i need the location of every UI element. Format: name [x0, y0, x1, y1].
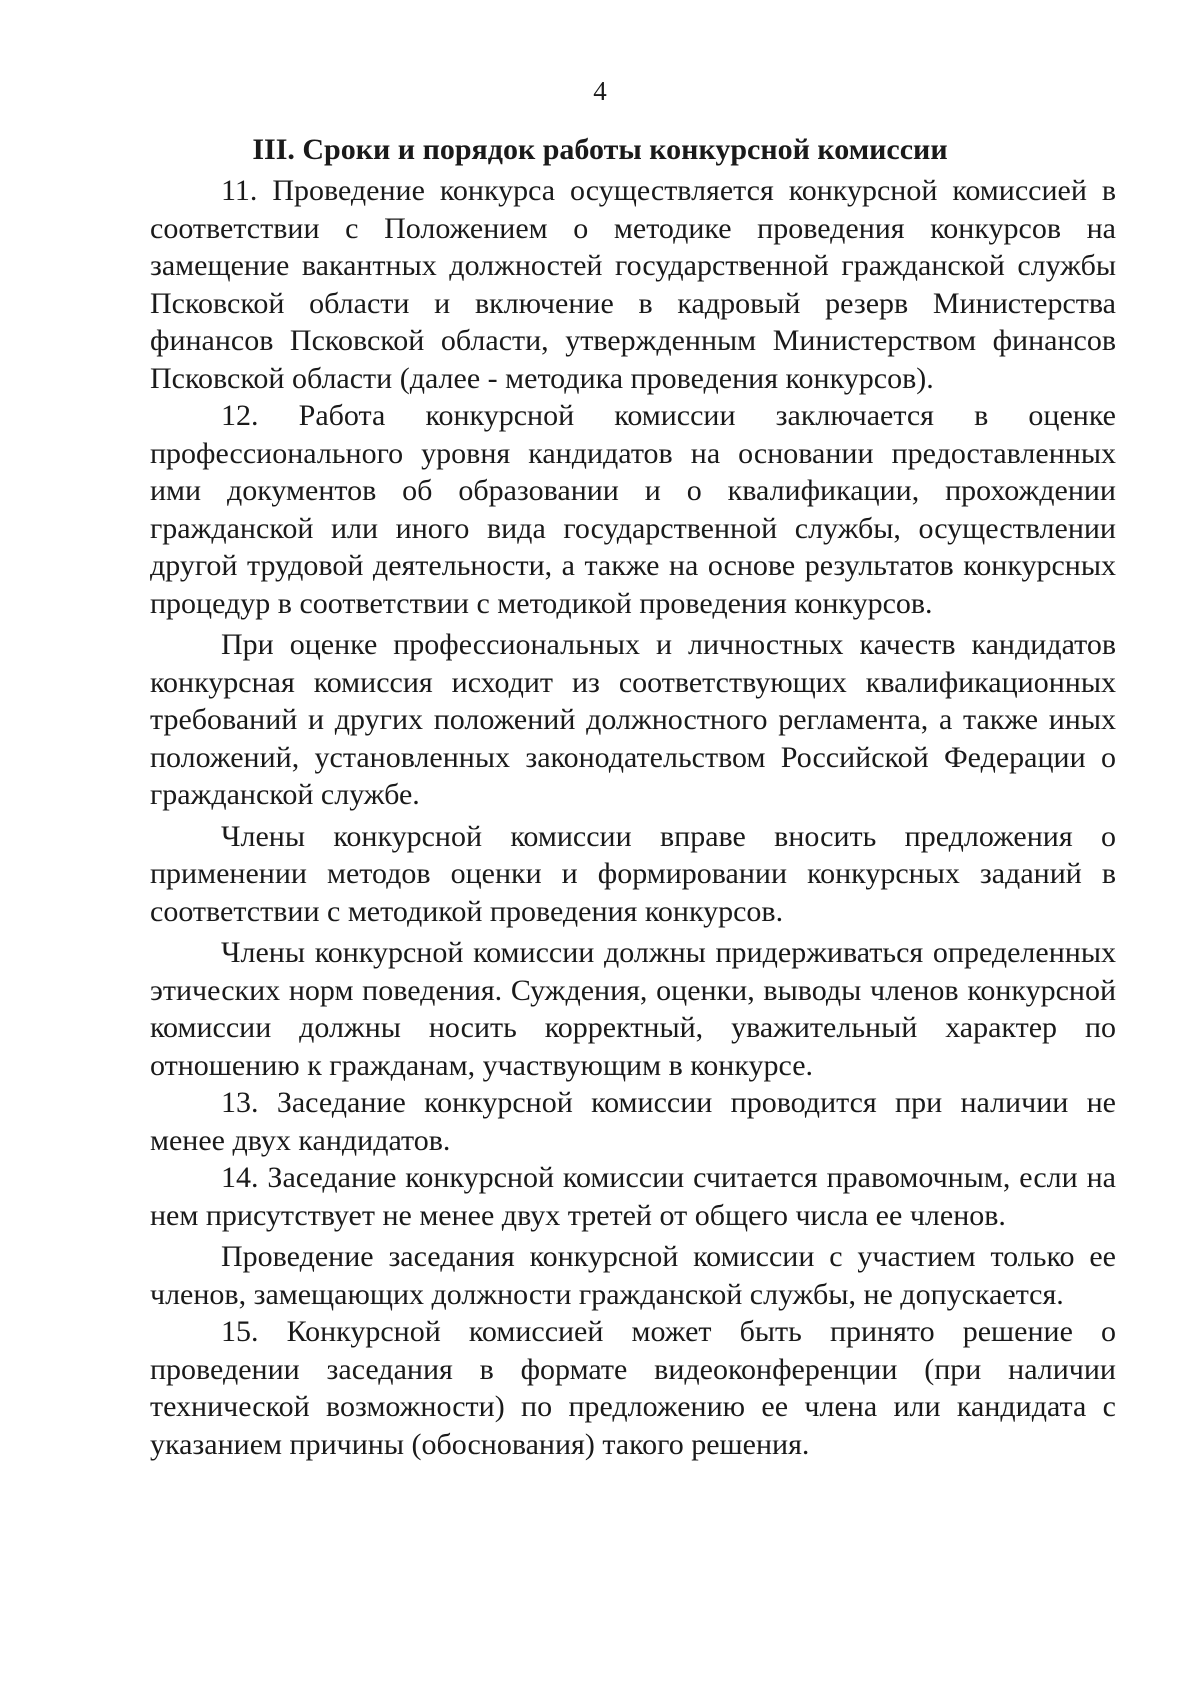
paragraph-evaluation: При оценке профессиональных и личностных качеств кандидатов конкурсная комиссия исходит из соответствующих квалификационных требований и других положений должностного регламента, а также иных положений, установленных законодательством Российской Федерации о гражданской службе.: [150, 628, 1116, 811]
page-number: 4: [593, 76, 607, 106]
paragraph-12: 12. Работа конкурсной комиссии заключается в оценке профессионального уровня кандидатов на основании предоставленных ими документов об образовании и о квалификации, прохождении гражданской или иного вида государственной службы, осуществлении другой трудовой деятельности, а также на основе результатов конкурсных процедур в соответствии с методикой проведения конкурсов.: [150, 399, 1116, 620]
paragraph-14: 14. Заседание конкурсной комиссии считается правомочным, если на нем присутствует не менее двух третей от общего числа ее членов.: [150, 1161, 1116, 1232]
paragraph-11: 11. Проведение конкурса осуществляется конкурсной комиссией в соответствии с Положением о методике проведения конкурсов на замещение вакантных должностей государственной гражданской службы Псковской области и включение в кадровый резерв Министерства финансов Псковской области, утвержденным Министерством финансов Псковской области (далее - методика проведения конкурсов).: [150, 174, 1116, 395]
paragraph-13: 13. Заседание конкурсной комиссии проводится при наличии не менее двух кандидатов.: [150, 1086, 1116, 1157]
section-title: III. Сроки и порядок работы конкурсной комиссии: [252, 133, 948, 166]
paragraph-meeting-restriction: Проведение заседания конкурсной комиссии с участием только ее членов, замещающих должности гражданской службы, не допускается.: [150, 1240, 1116, 1311]
paragraph-15: 15. Конкурсной комиссией может быть принято решение о проведении заседания в формате видеоконференции (при наличии технической возможности) по предложению ее члена или кандидата с указанием причины (обоснования) такого решения.: [150, 1315, 1116, 1461]
paragraph-members-ethics: Члены конкурсной комиссии должны придерживаться определенных этических норм поведения. Суждения, оценки, выводы членов конкурсной комиссии должны носить корректный, уважительный характер по отношению к гражданам, участвующим в конкурсе.: [150, 936, 1116, 1082]
paragraph-members-proposals: Члены конкурсной комиссии вправе вносить предложения о применении методов оценки и формировании конкурсных заданий в соответствии с методикой проведения конкурсов.: [150, 819, 1116, 928]
document-body: [150, 172, 1116, 1463]
